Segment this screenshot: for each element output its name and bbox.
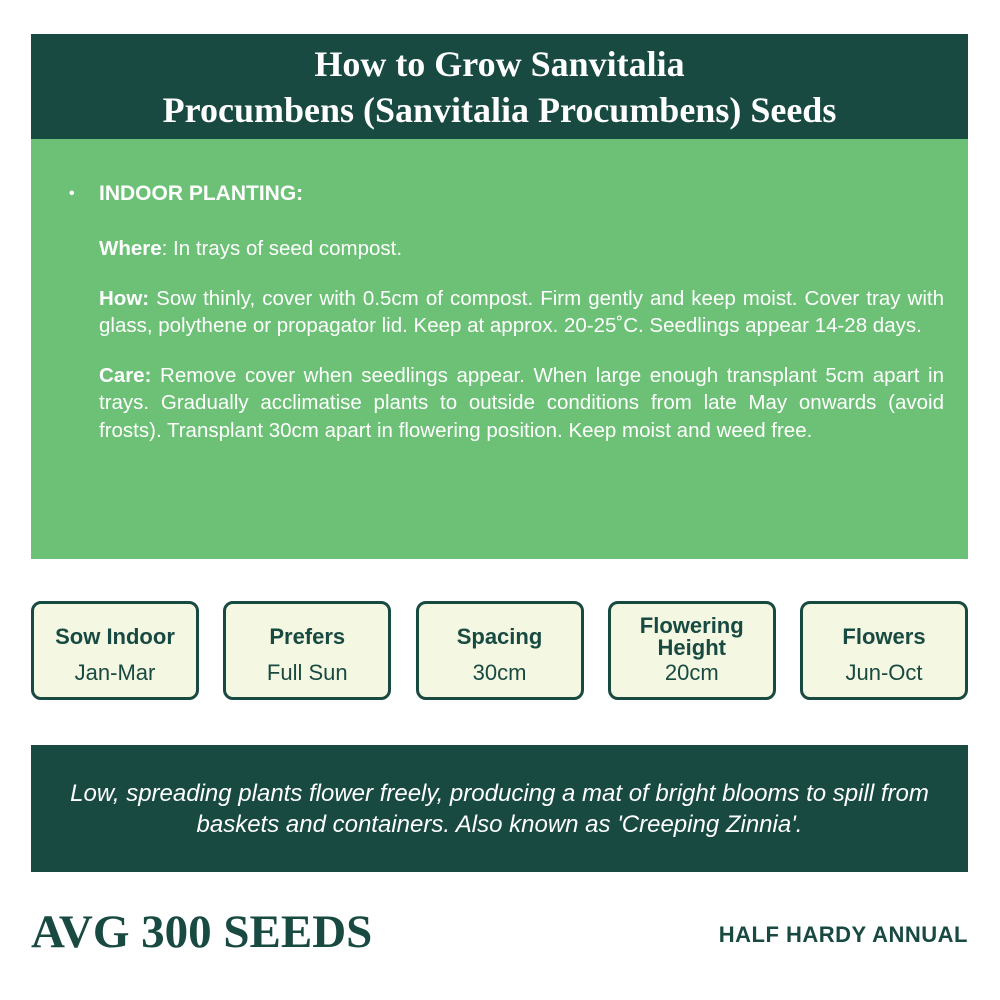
section-heading — [69, 181, 944, 207]
plant-lifecycle: HALF HARDY ANNUAL — [718, 922, 968, 947]
card-value: Jun-Oct — [845, 660, 923, 685]
card-label: Sow Indoor — [55, 624, 175, 649]
care-label: Care: — [99, 363, 152, 387]
section-title: INDOOR PLANTING: — [99, 182, 304, 205]
description-text: Low, spreading plants flower freely, producing a mat of bright blooms to spill from baskets and containers. Also known as 'Creeping Zinnia'. — [70, 779, 929, 838]
description-banner — [31, 745, 968, 872]
how-paragraph — [99, 285, 944, 340]
how-text: Sow thinly, cover with 0.5cm of compost. Firm gently and keep moist. Cover tray with glass, polythene or propagator lid. Keep at approx. 20-25˚C. Seedlings appear 14-28 days. — [99, 286, 944, 337]
seed-count: AVG 300 SEEDS — [31, 906, 373, 958]
card-value: Full Sun — [266, 660, 348, 685]
growing-info-cards — [31, 601, 968, 704]
card-value: Jan-Mar — [74, 660, 156, 685]
page-title — [31, 34, 968, 139]
card-label: Flowering Height — [639, 613, 744, 660]
how-label: How: — [99, 286, 150, 310]
care-paragraph — [99, 362, 944, 445]
card-value: 30cm — [472, 660, 527, 685]
where-text: : In trays of seed compost. — [161, 237, 403, 260]
card-label: Prefers — [269, 624, 346, 649]
card-spacing — [416, 601, 584, 700]
care-text: Remove cover when seedlings appear. When large enough transplant 5cm apart in trays. Gradually acclimatise plants to outside conditions from late May onwards (avoid frosts). Transplant 30cm apart in flowering position. Keep moist and weed free. — [99, 363, 944, 442]
where-label: Where — [99, 237, 162, 260]
card-flowering-height — [608, 601, 776, 700]
card-prefers — [223, 601, 391, 700]
card-sow-indoor — [31, 601, 199, 700]
planting-instructions — [31, 139, 968, 559]
where-paragraph — [99, 235, 944, 263]
card-label: Flowers — [842, 624, 926, 649]
card-value: 20cm — [664, 660, 719, 685]
title-line-2: Procumbens (Sanvitalia Procumbens) Seeds — [162, 89, 837, 130]
bullet-icon: • — [69, 185, 75, 202]
card-flowers — [800, 601, 968, 700]
title-line-1: How to Grow Sanvitalia — [314, 43, 685, 84]
card-label: Spacing — [456, 624, 543, 649]
